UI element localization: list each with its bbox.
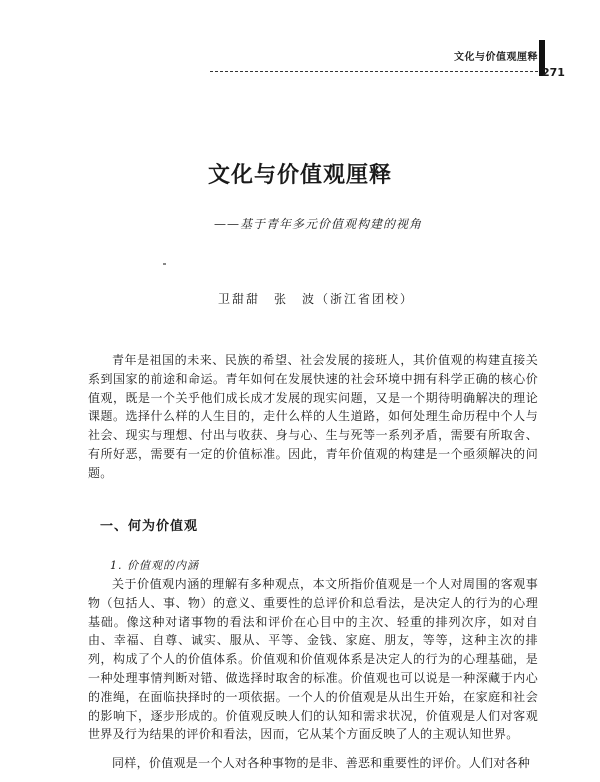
article-authors: 卫甜甜 张 波（浙江省团校） (218, 292, 415, 306)
article-subtitle: ——基于青年多元价值观构建的视角 (214, 217, 423, 231)
subsection-heading: 1. 价值观的内涵 (110, 559, 199, 572)
body-paragraph: 关于价值观内涵的理解有多种观点，本文所指价值观是一个人对周围的客观事物（包括人、事、物）的意义、重要性的总评价和总看法，是决定人的行为的心理基础。像这种对诸事物的看法和评价在心目中的主次、轻重的排列次序，如对自由、幸福、自尊、诚实、服从、平等、金钱、家庭、朋友，等等，这种主次的排列，构成了个人的价值体系。价值观和价值观体系是决定人的行为的心理基础，是一种处理事情判断对错、做选择时取舍的标准。价值观也可以说是一种深藏于内心的准绳，在面临抉择时的一项依据。一个人的价值观是从出生开始，在家庭和社会的影响下，逐步形成的。价值观反映人们的认知和需求状况，价值观是人们对客观世界及行为结果的评价和看法，因而，它从某个方面反映了人的主观认知世界。 (88, 577, 538, 742)
intro-paragraph: 青年是祖国的未来、民族的希望、社会发展的接班人，其价值观的构建直接关系到国家的前途和命运。青年如何在发展快速的社会环境中拥有科学正确的核心价值观，既是一个关乎他们成长成才发展的现实问题，又是一个期待明确解决的理论课题。选择什么样的人生目的，走什么样的人生道路，如何处理生命历程中个人与社会、现实与理想、付出与收获、身与心、生与死等一系列矛盾，需要有所取舍、有所好恶，需要有一定的价值标准。因此，青年价值观的构建是一个亟须解决的问题。 (88, 353, 538, 480)
body-paragraph-continued: 同样，价值观是一个人对各种事物的是非、善恶和重要性的评价。人们对各种 (112, 756, 531, 770)
article-title: 文化与价值观厘释 (207, 162, 392, 188)
running-header-title: 文化与价值观厘释 (454, 52, 538, 63)
header-rule (210, 71, 538, 72)
page-number: 271 (542, 66, 565, 79)
scan-speck (163, 263, 166, 265)
section-heading: 一、何为价值观 (100, 519, 199, 534)
